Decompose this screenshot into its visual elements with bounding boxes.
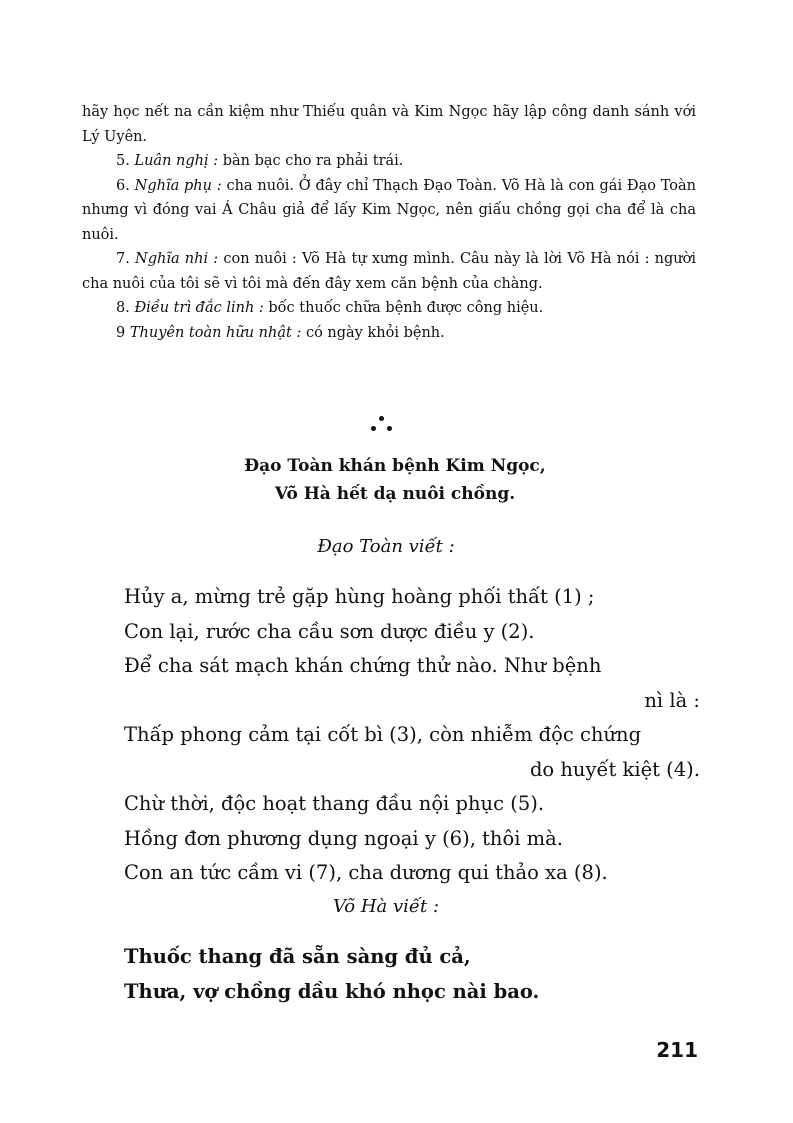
verse-line: Hồng đơn phương dụng ngoại y (6), thôi mà. xyxy=(124,826,563,850)
footnote-term: Nghĩa phụ : xyxy=(134,177,222,194)
section-2-verse xyxy=(124,940,700,1009)
chapter-heading xyxy=(200,452,590,508)
footnote-term: Thuyên toàn hữu nhật : xyxy=(129,324,302,341)
verse-line: Thấp phong cảm tại cốt bì (3), còn nhiễm độc chứng xyxy=(124,723,642,746)
section-1-author: Đạo Toàn viết : xyxy=(317,536,455,557)
footnote-number: 8. xyxy=(116,300,130,316)
footnote-term: Luân nghị : xyxy=(134,153,219,169)
footnote-continuation: hãy học nết na cần kiệm như Thiếu quân và Kim Ngọc hãy lập công danh sánh với Lý Uyên. xyxy=(82,104,696,145)
footnote-5 xyxy=(82,149,696,174)
verse-line: Con an tức cầm vi (7), cha dương qui thảo xa (8). xyxy=(124,861,608,884)
chapter-heading-line-1: Đạo Toàn khán bệnh Kim Ngọc, xyxy=(244,456,546,476)
section-1-verse xyxy=(124,580,700,891)
verse-line-continuation: nì là : xyxy=(644,688,700,712)
footnote-text: con nuôi : Võ Hà tự xưng mình. Câu này là lời Võ Hà nói : người cha nuôi của tôi sẽ vì tôi mà đến đây xem căn bệnh của chàng. xyxy=(82,251,697,292)
verse-line-continuation: do huyết kiệt (4). xyxy=(529,757,700,781)
ornament-dot xyxy=(371,426,376,431)
footnote-term: Điều trì đắc linh : xyxy=(134,300,264,316)
section-2-author: Võ Hà viết : xyxy=(332,896,440,917)
footnote-text: bàn bạc cho ra phải trái. xyxy=(218,153,404,169)
footnote-8 xyxy=(82,296,696,321)
ornament-dot xyxy=(387,426,392,431)
footnote-6 xyxy=(82,174,696,248)
verse-line: Thưa, vợ chồng dầu khó nhọc nài bao. xyxy=(124,979,540,1003)
footnote-text: bốc thuốc chữa bệnh được công hiệu. xyxy=(263,300,544,316)
footnote-text: có ngày khỏi bệnh. xyxy=(301,324,445,341)
footnote-number: 5. xyxy=(116,153,130,169)
section-ornament xyxy=(360,410,410,440)
footnote-text: cha nuôi. Ở đây chỉ Thạch Đạo Toàn. Võ Hà là con gái Đạo Toàn nhưng vì đóng vai Á Châu giả để lấy Kim Ngọc, nên giấu chồng gọi cha để là cha nuôi. xyxy=(82,177,697,243)
chapter-heading-line-2: Võ Hà hết dạ nuôi chồng. xyxy=(274,484,516,504)
footnotes xyxy=(82,100,696,345)
verse-line: Con lại, rước cha cầu sơn dược điều y (2). xyxy=(124,619,535,643)
footnote-7 xyxy=(82,247,696,296)
verse-line: Để cha sát mạch khán chứng thử nào. Như bệnh xyxy=(124,654,602,677)
footnote-term: Nghĩa nhi : xyxy=(135,251,219,267)
footnote-number: 7. xyxy=(116,251,130,267)
verse-line: Chừ thời, độc hoạt thang đầu nội phục (5). xyxy=(124,792,545,815)
footnote-number: 9 xyxy=(116,324,126,341)
verse-line: Thuốc thang đã sẵn sàng đủ cả, xyxy=(124,945,471,968)
ornament-dot xyxy=(379,416,384,421)
footnote-9 xyxy=(82,321,696,346)
verse-line: Hủy a, mừng trẻ gặp hùng hoàng phối thất (1) ; xyxy=(124,585,595,608)
footnote-number: 6. xyxy=(116,177,130,194)
page-number: 211 xyxy=(656,1038,698,1062)
